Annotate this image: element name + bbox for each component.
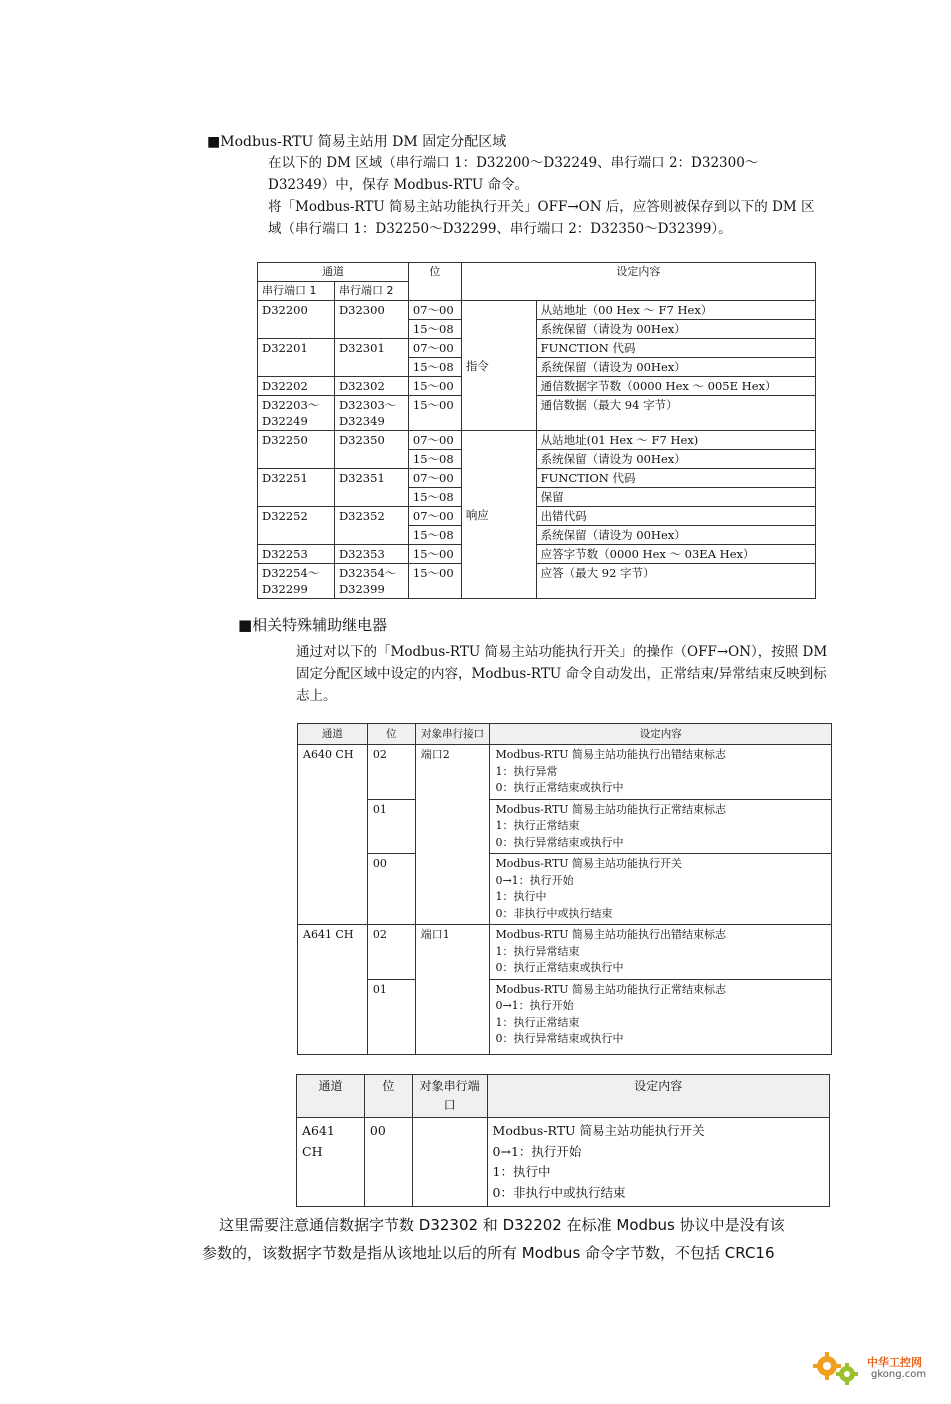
- content-line: 0：执行异常结束或执行中: [495, 835, 624, 849]
- port1-cell: D32252: [258, 507, 335, 545]
- table-row: [258, 377, 816, 396]
- content-line: 1：执行中: [492, 1164, 551, 1179]
- content-cell: [490, 745, 832, 800]
- content-cell: FUNCTION 代码: [536, 339, 815, 358]
- bit-cell: 01: [367, 799, 415, 854]
- port1-cell: D32202: [258, 377, 335, 396]
- content-line: 1：执行中: [495, 890, 547, 903]
- section1-paragraph-1: 在以下的 DM 区域（串行端口 1：D32200～D32249、串行端口 2：D32300～D32349）中，保存 Modbus-RTU 命令。: [268, 155, 759, 193]
- port2-start: D32354～: [338, 566, 397, 580]
- port2-cell: D32301: [334, 339, 408, 377]
- content-cell: 系统保留（请设为 00Hex）: [536, 320, 815, 339]
- header-port: 对象串行接口: [415, 724, 490, 745]
- bit-cell: 01: [367, 979, 415, 1054]
- port1-cell: [258, 396, 335, 431]
- table-row: [258, 431, 816, 450]
- port-cell: 端口1: [415, 925, 490, 1055]
- content-cell: 系统保留（请设为 00Hex）: [536, 450, 815, 469]
- header-bit: 位: [364, 1075, 412, 1118]
- content-line: 0→1：执行开始: [495, 999, 574, 1012]
- section1-text: [268, 152, 818, 240]
- content-line: 0：执行正常结束或执行中: [495, 961, 624, 974]
- dm-allocation-table: [257, 262, 816, 599]
- bit-cell: 15～08: [408, 488, 461, 507]
- header-port1: 串行端口 1: [258, 282, 335, 301]
- table-row: [298, 979, 832, 1054]
- section2-text: [296, 641, 831, 707]
- header-content: 设定内容: [487, 1075, 829, 1118]
- bit-cell: 15～00: [408, 396, 461, 431]
- bit-cell: 07～00: [408, 469, 461, 488]
- header-port: 对象串行端口: [412, 1075, 487, 1118]
- content-cell: 通信数据字节数（0000 Hex ～ 005E Hex）: [536, 377, 815, 396]
- bit-cell: 15～08: [408, 358, 461, 377]
- gkong-watermark: [809, 1340, 939, 1390]
- content-line: Modbus-RTU 简易主站功能执行正常结束标志: [495, 802, 727, 816]
- content-line: Modbus-RTU 简易主站功能执行正常结束标志: [495, 982, 727, 996]
- bottom-note: [202, 1211, 785, 1267]
- port2-cell: D32353: [334, 545, 408, 564]
- content-line: Modbus-RTU 简易主站功能执行开关: [495, 857, 683, 870]
- content-line: Modbus-RTU 简易主站功能执行出错结束标志: [495, 928, 727, 941]
- section2-title: ■相关特殊辅助继电器: [238, 616, 388, 634]
- table-row: [258, 301, 816, 320]
- bit-cell: 07～00: [408, 301, 461, 320]
- table-row: [258, 507, 816, 526]
- content-line: Modbus-RTU 简易主站功能执行开关: [492, 1123, 705, 1138]
- content-line: 0→1：执行开始: [492, 1143, 582, 1159]
- table-row: [258, 545, 816, 564]
- content-cell: 保留: [536, 488, 815, 507]
- port-cell: [412, 1118, 487, 1207]
- channel-cell: A640 CH: [298, 745, 368, 925]
- content-cell: [490, 979, 832, 1054]
- port1-start: D32254～: [262, 566, 320, 580]
- content-cell: FUNCTION 代码: [536, 469, 815, 488]
- bit-cell: 02: [367, 925, 415, 980]
- table-row: [258, 339, 816, 358]
- table-row: [298, 745, 832, 800]
- content-cell: 系统保留（请设为 00Hex）: [536, 526, 815, 545]
- port1-cell: D32253: [258, 545, 335, 564]
- header-bit: 位: [367, 724, 415, 745]
- port-cell: 端口2: [415, 745, 490, 925]
- aux-relay-table: [297, 723, 832, 1055]
- port2-cell: [334, 396, 408, 431]
- group-command: 指令: [461, 301, 536, 431]
- content-cell: [487, 1118, 829, 1207]
- header-channel: 通道: [258, 263, 409, 282]
- port1-cell: D32200: [258, 301, 335, 339]
- content-line: 1：执行正常结束: [495, 819, 580, 832]
- port2-cell: D32302: [334, 377, 408, 396]
- section1-paragraph-2: 将「Modbus-RTU 简易主站功能执行开关」OFF→ON 后，应答则被保存到以下的 DM 区域（串行端口 1：D32250～D32299、串行端口 2：D32350～D32399）。: [268, 199, 815, 237]
- bottom-line-2: 参数的，该数据字节数是指从该地址以后的所有 Modbus 命令字节数，不包括 CRC16: [202, 1244, 775, 1262]
- bit-cell: 07～00: [408, 431, 461, 450]
- header-content: 设定内容: [461, 263, 815, 301]
- table-row: [297, 1118, 830, 1207]
- content-line: 0：执行异常结束或执行中: [495, 1032, 624, 1045]
- content-line: 1：执行正常结束: [495, 1015, 580, 1029]
- content-cell: 应答（最大 92 字节）: [536, 564, 815, 599]
- table-row: [298, 854, 832, 925]
- content-cell: [490, 799, 832, 854]
- bit-cell: 15～08: [408, 450, 461, 469]
- watermark-sub: gkong.com: [871, 1369, 927, 1380]
- port1-cell: D32251: [258, 469, 335, 507]
- table-row: [258, 469, 816, 488]
- bit-cell: 00: [364, 1118, 412, 1207]
- bit-cell: 15～08: [408, 320, 461, 339]
- channel-cell: A641 CH: [298, 925, 368, 1055]
- section2-paragraph: 通过对以下的「Modbus-RTU 简易主站功能执行开关」的操作（OFF→ON），按照 DM 固定分配区域中设定的内容，Modbus-RTU 命令自动发出，正常结束/异常结束反映到标志上。: [296, 644, 828, 704]
- port1-end: D32249: [262, 414, 308, 428]
- header-channel: 通道: [298, 724, 368, 745]
- table-row: [298, 925, 832, 980]
- section1-title: ■Modbus-RTU 简易主站用 DM 固定分配区域: [207, 134, 507, 150]
- content-cell: 系统保留（请设为 00Hex）: [536, 358, 815, 377]
- aux-relay-table-continued: [296, 1074, 830, 1207]
- content-cell: 通信数据（最大 94 字节）: [536, 396, 815, 431]
- port2-cell: D32350: [334, 431, 408, 469]
- bit-cell: 02: [367, 745, 415, 800]
- port1-start: D32203～: [262, 398, 320, 412]
- header-bit: 位: [408, 263, 461, 301]
- content-cell: 从站地址(01 Hex ～ F7 Hex): [536, 431, 815, 450]
- port2-end: D32349: [338, 414, 385, 428]
- content-cell: 应答字节数（0000 Hex ～ 03EA Hex）: [536, 545, 815, 564]
- gear-icon: [809, 1340, 869, 1390]
- port2-cell: [334, 564, 408, 599]
- content-line: 0：非执行中或执行结束: [492, 1184, 626, 1200]
- content-line: 0：非执行中或执行结束: [495, 906, 613, 920]
- port1-cell: D32201: [258, 339, 335, 377]
- bit-cell: 15～00: [408, 545, 461, 564]
- bit-cell: 00: [367, 854, 415, 925]
- bit-cell: 07～00: [408, 507, 461, 526]
- port2-start: D32303～: [338, 398, 397, 412]
- port1-cell: [258, 564, 335, 599]
- header-content: 设定内容: [490, 724, 832, 745]
- content-line: 0：执行正常结束或执行中: [495, 781, 624, 794]
- port2-cell: D32351: [334, 469, 408, 507]
- content-line: 0→1：执行开始: [495, 873, 574, 887]
- bit-cell: 15～00: [408, 377, 461, 396]
- bit-cell: 07～00: [408, 339, 461, 358]
- group-response: 响应: [461, 431, 536, 599]
- port2-cell: D32300: [334, 301, 408, 339]
- content-line: 1：执行异常: [495, 764, 558, 778]
- port1-end: D32299: [262, 582, 308, 596]
- port2-end: D32399: [338, 582, 385, 596]
- port2-cell: D32352: [334, 507, 408, 545]
- table-row: [298, 799, 832, 854]
- channel-cell: A641 CH: [297, 1118, 365, 1207]
- bottom-line-1: 这里需要注意通信数据字节数 D32302 和 D32202 在标准 Modbus 协议中是没有该: [219, 1216, 785, 1234]
- content-line: Modbus-RTU 简易主站功能执行出错结束标志: [495, 748, 727, 761]
- content-cell: 从站地址（00 Hex ～ F7 Hex）: [536, 301, 815, 320]
- content-cell: [490, 854, 832, 925]
- header-channel: 通道: [297, 1075, 365, 1118]
- bit-cell: 15～00: [408, 564, 461, 599]
- watermark-text: 中华工控网: [867, 1356, 922, 1369]
- port1-cell: D32250: [258, 431, 335, 469]
- header-port2: 串行端口 2: [334, 282, 408, 301]
- content-cell: [490, 925, 832, 980]
- content-line: 1：执行异常结束: [495, 944, 580, 958]
- content-cell: 出错代码: [536, 507, 815, 526]
- bit-cell: 15～08: [408, 526, 461, 545]
